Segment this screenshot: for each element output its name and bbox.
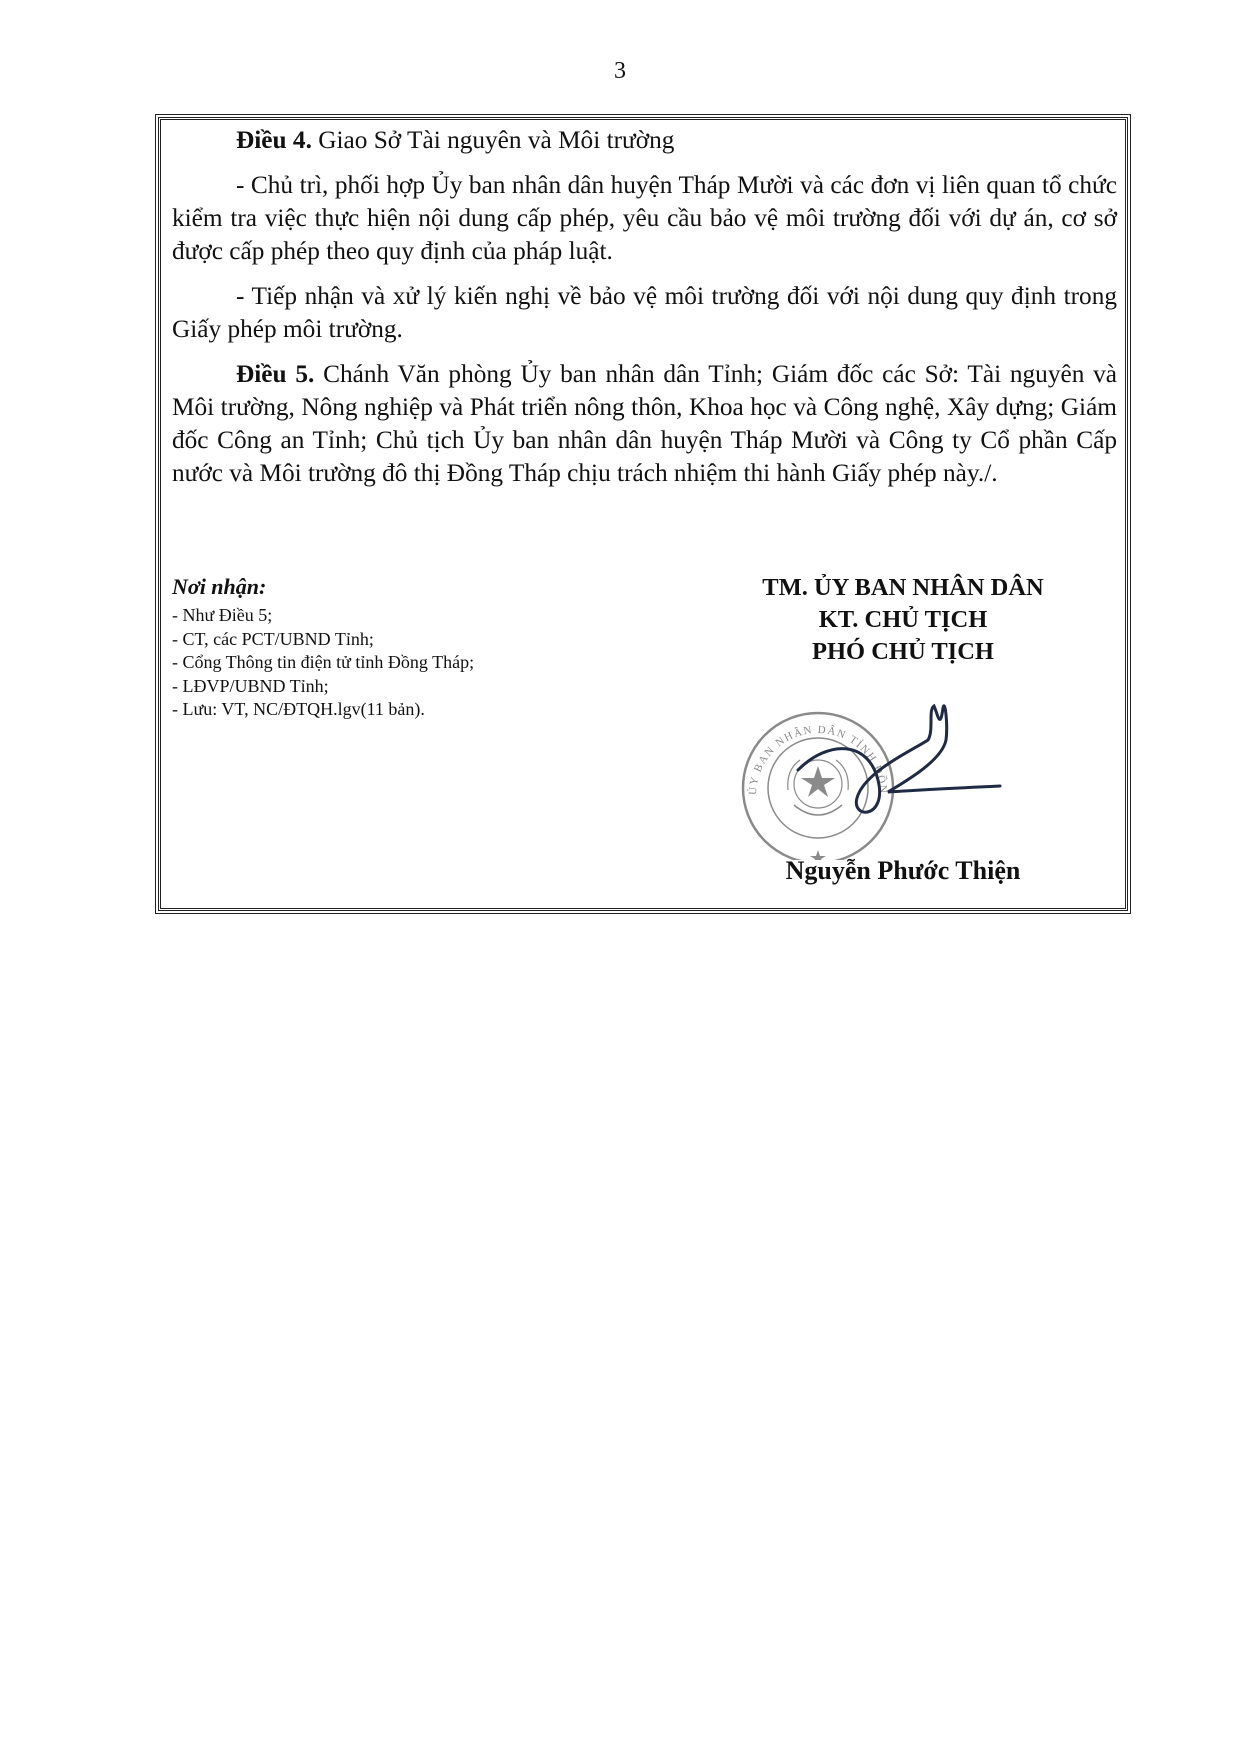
document-body (172, 124, 1117, 490)
page-number: 3 (614, 58, 626, 84)
article-4-text: Giao Sở Tài nguyên và Môi trường (311, 126, 675, 154)
signature-line-1: TM. ỦY BAN NHÂN DÂN (762, 574, 1044, 601)
seal-lettering: ỦY BAN NHÂN DÂN TỈNH ĐỒN (746, 723, 890, 796)
article-4 (172, 124, 1117, 157)
signer-name: Nguyễn Phước Thiện (785, 856, 1021, 885)
signature-block (718, 572, 1088, 668)
recipient-item: - Như Điều 5; (172, 605, 273, 625)
recipients-list (172, 604, 642, 722)
article-5-label: Điều 5. (236, 360, 315, 388)
article-5 (172, 358, 1117, 490)
article-5-text: Chánh Văn phòng Ủy ban nhân dân Tỉnh; Giám đốc các Sở: Tài nguyên và Môi trường, Nông nghiệp và Phát triển nông thôn, Khoa học và Công nghệ, Xây dựng; Giám đốc Công an Tỉnh; Chủ tịch Ủy ban nhân dân huyện Tháp Mười và Công ty Cổ phần Cấp nước và Môi trường đô thị Đồng Tháp chịu trách nhiệm thi hành Giấy phép này./. (172, 360, 1117, 487)
recipient-item: - CT, các PCT/UBND Tỉnh; (172, 628, 374, 649)
seal-and-signature (738, 700, 1038, 860)
official-seal-icon (738, 700, 1038, 860)
article-4-label: Điều 4. (236, 126, 312, 154)
recipient-item: - LĐVP/UBND Tỉnh; (172, 675, 329, 696)
article-4-item-2: - Tiếp nhận và xử lý kiến nghị về bảo vệ môi trường đối với nội dung quy định trong Giấy phép môi trường. (172, 282, 1117, 343)
recipients-heading: Nơi nhận: (172, 574, 267, 599)
recipients-block (172, 574, 642, 722)
signature-scribble-icon (798, 706, 1000, 812)
signature-line-2: KT. CHỦ TỊCH (818, 606, 988, 633)
article-4-item-1: - Chủ trì, phối hợp Ủy ban nhân dân huyện Tháp Mười và các đơn vị liên quan tổ chức kiểm tra việc thực hiện nội dung cấp phép, yêu cầu bảo vệ môi trường đối với dự án, cơ sở được cấp phép theo quy định của pháp luật. (172, 171, 1117, 265)
recipient-item: - Lưu: VT, NC/ĐTQH.lgv(11 bản). (172, 699, 425, 719)
signature-line-3: PHÓ CHỦ TỊCH (812, 638, 994, 665)
recipient-item: - Cổng Thông tin điện tử tỉnh Đồng Tháp; (172, 652, 475, 672)
